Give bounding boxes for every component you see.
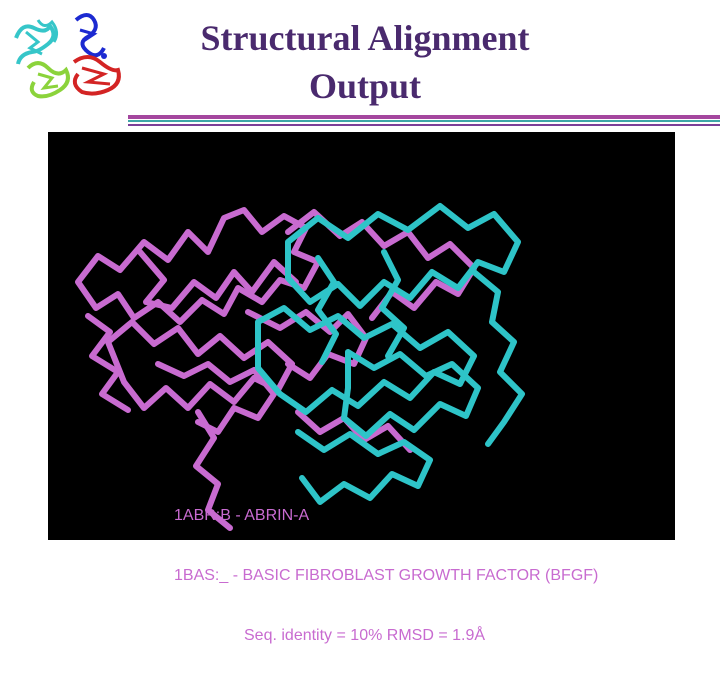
caption-structure-b: 1BAS:_ - BASIC FIBROBLAST GROWTH FACTOR (BFGF)	[174, 567, 599, 584]
divider-teal	[128, 120, 720, 122]
page-title	[140, 14, 590, 110]
title-line-2: Output	[308, 66, 422, 106]
title-line-1: Structural Alignment	[200, 18, 530, 58]
protein-ribbon-logo-icon	[8, 8, 126, 100]
alignment-caption	[174, 466, 598, 686]
caption-statistics: Seq. identity = 10% RMSD = 1.9Å	[244, 627, 486, 644]
divider-purple	[128, 124, 720, 126]
structure-panel	[48, 132, 675, 644]
divider-magenta	[128, 115, 720, 119]
caption-structure-a: 1ABR:B - ABRIN-A	[174, 507, 310, 524]
